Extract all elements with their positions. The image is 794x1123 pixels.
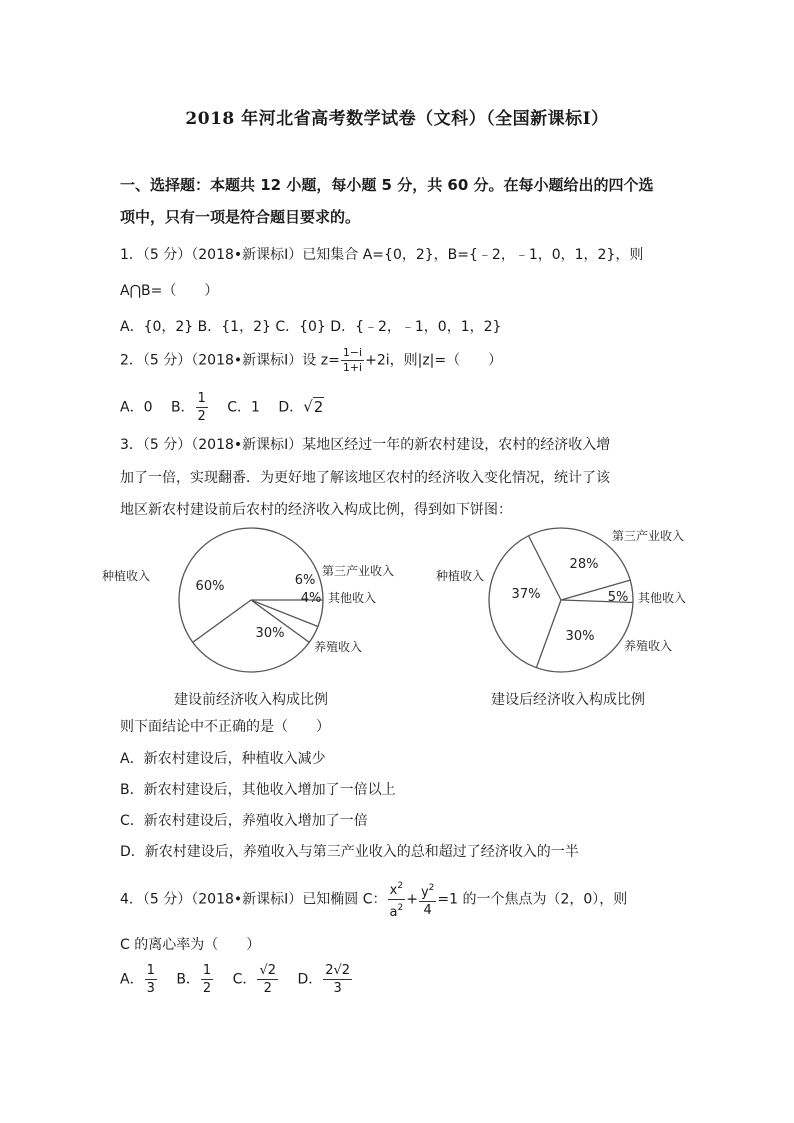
q3-option-b: B．新农村建设后，其他收入增加了一倍以上 (120, 782, 396, 798)
section-heading-line2: 项中，只有一项是符合题目要求的。 (120, 208, 361, 226)
pie-1-value-label: 60% (195, 579, 225, 594)
q4-frac-x-num (388, 878, 406, 900)
q2-option-d-sqrt (303, 397, 324, 416)
q2-stem (120, 346, 502, 375)
q4-option-a-label: A． (120, 971, 144, 988)
q4-option-d-num: 2√2 (325, 963, 351, 978)
pie-1-title: 建设前经济收入构成比例 (174, 692, 328, 708)
q3-stem-line1: 3．（5 分）（2018•新课标Ⅰ）某地区经过一年的新农村建设，农村的经济收入增 (120, 437, 611, 453)
q4-frac-x (388, 878, 406, 921)
q2-option-d-label: D． (278, 399, 304, 416)
q1-stem-line2: A⋂B=（ ） (120, 283, 219, 299)
q4-stem-pre: 4．（5 分）（2018•新课标Ⅰ）已知椭圆 C： (120, 891, 387, 908)
q4-stem-eq: =1 的一个焦点为（2，0），则 (437, 891, 628, 908)
pie-1-category-label: 种植收入 (101, 569, 150, 583)
section-heading-line1: 一、选择题：本题共 12 小题，每小题 5 分，共 60 分。在每小题给出的四个选 (120, 176, 654, 194)
q2-fraction-den: 1+i (342, 361, 363, 374)
q4-option-d-den: 3 (333, 981, 342, 996)
q3-option-d: D．新农村建设后，养殖收入与第三产业收入的总和超过了经济收入的一半 (120, 844, 579, 860)
q4-frac-y-den: 4 (423, 903, 432, 918)
q4-option-b-num: 1 (202, 963, 212, 978)
q4-option-c-den: 2 (263, 981, 272, 996)
q2-stem-post: +2i，则|z|=（ ） (365, 352, 503, 369)
pie-charts-figure (101, 520, 710, 720)
q4-option-c-frac (257, 962, 278, 997)
pie-1-value-label: 6% (294, 573, 316, 588)
pie-2-category-label: 第三产业收入 (612, 529, 685, 543)
q2-option-a: A．0 (120, 399, 153, 416)
q4-frac-y (419, 880, 436, 919)
q4-stem: 4．（5 分）（2018•新课标Ⅰ）已知椭圆 C： $\frac{x^2}{a^2}$ + $\frac{y^2}{4}$ =1 的一个焦点为（2，0），则 (120, 878, 627, 921)
sqrt-sign: √ (303, 397, 313, 416)
q1-options: A．{0，2} B．{1，2} C．{0} D．{﹣2，﹣1，0，1，2} (120, 319, 502, 335)
pie-2-category-label: 养殖收入 (624, 639, 673, 653)
q3-stem-line2: 加了一倍，实现翻番．为更好地了解该地区农村的经济收入变化情况，统计了该 (120, 470, 610, 486)
pie-2-slice-1-edge (536, 600, 561, 668)
var-x: x (389, 883, 398, 898)
pie-2-value-label: 28% (569, 557, 599, 572)
pie-2-value-label: 37% (511, 587, 541, 602)
var-y: y (420, 885, 429, 900)
q3-stem-line3: 地区新农村建设前后农村的经济收入构成比例，得到如下饼图： (120, 502, 512, 518)
var-a: a (389, 905, 398, 920)
pie-2-value-label: 30% (565, 629, 595, 644)
q2-fraction-num: 1−i (342, 346, 363, 359)
q1-stem-line1: 1．（5 分）（2018•新课标Ⅰ）已知集合 A={0，2}，B={﹣2，﹣1，0，1，2}，则 (120, 247, 644, 263)
q4-frac-y-num (419, 880, 436, 902)
q3-question: 则下面结论中不正确的是（ ） (120, 719, 330, 735)
pie-1-value-label: 4% (300, 591, 322, 606)
pie-2-category-label: 其他收入 (638, 591, 687, 605)
q4-options (120, 962, 353, 997)
q4-option-c-label: C． (232, 971, 257, 988)
q4-option-b-label: B． (176, 971, 200, 988)
pie-2-title: 建设后经济收入构成比例 (491, 692, 645, 708)
q2-options (120, 390, 324, 425)
page-title: 2018 年河北省高考数学试卷（文科）（全国新课标Ⅰ） (185, 109, 609, 129)
exp-2: 2 (428, 883, 435, 893)
pie-2-value-label: 5% (607, 590, 629, 605)
q2-option-d-radicand: 2 (313, 397, 324, 416)
q2-option-c: C．1 (227, 399, 260, 416)
pie-1-value-label: 30% (255, 626, 285, 641)
q4-option-d-label: D． (297, 971, 323, 988)
q4-option-a-frac (145, 962, 157, 997)
q2-fraction (341, 346, 364, 375)
q4-option-c-num: √2 (259, 963, 276, 978)
exp-2: 2 (397, 881, 404, 891)
pie-1-slice-1-edge (193, 600, 251, 642)
q2-option-b-num: 1 (197, 391, 206, 406)
pie-1-category-label: 其他收入 (328, 591, 377, 605)
q2-option-b-den: 2 (197, 409, 206, 424)
exp-2: 2 (397, 903, 404, 913)
q2-stem-pre: 2．（5 分）（2018•新课标Ⅰ）设 z= (120, 352, 340, 369)
pie-1-category-label: 第三产业收入 (322, 564, 395, 578)
q4-frac-x-den (388, 900, 406, 921)
q4-option-b-den: 2 (202, 981, 212, 996)
q2-option-b-label: B． (170, 399, 195, 416)
pie-1-category-label: 养殖收入 (314, 640, 363, 654)
q2-option-b-frac (196, 390, 208, 425)
q4-option-a-num: 1 (146, 963, 155, 978)
q4-stem-line2: C 的离心率为（ ） (120, 937, 261, 953)
q3-option-a: A．新农村建设后，种植收入减少 (120, 751, 326, 767)
q4-option-a-den: 3 (146, 981, 155, 996)
q4-option-b-frac (201, 962, 213, 997)
q3-option-c: C．新农村建设后，养殖收入增加了一倍 (120, 813, 368, 829)
pie-2-category-label: 种植收入 (435, 569, 484, 583)
q4-option-d-frac (323, 962, 352, 997)
